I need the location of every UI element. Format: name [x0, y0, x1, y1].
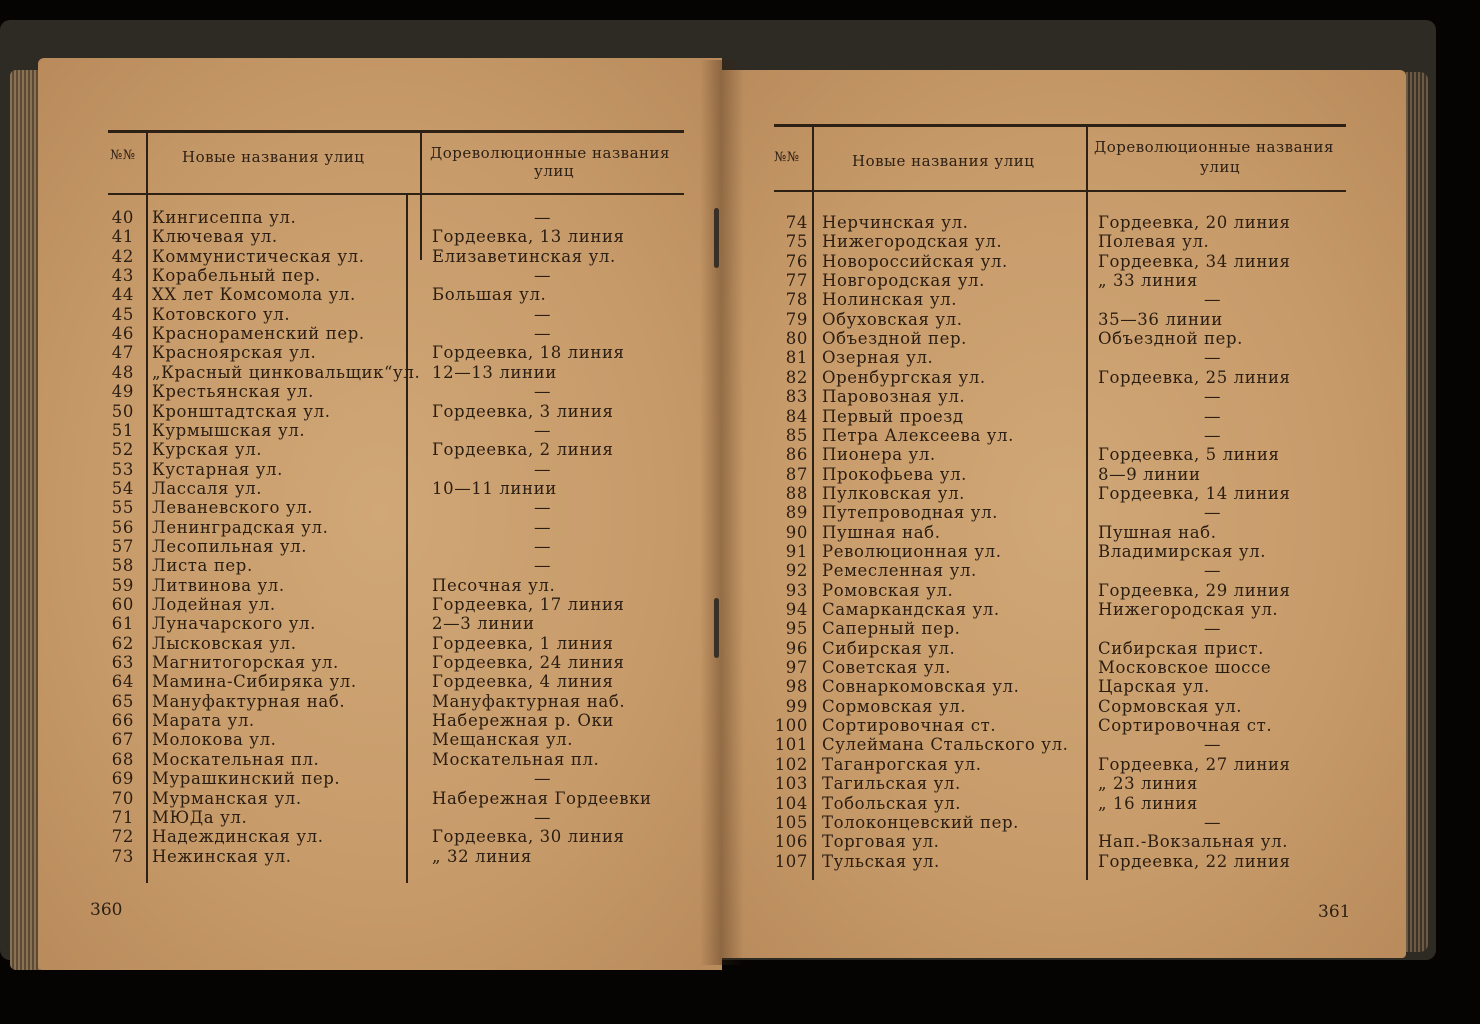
new-street-name: Красноярская ул.: [152, 343, 317, 363]
old-street-name: —: [534, 459, 552, 479]
row-number: 105: [774, 812, 808, 832]
new-street-name: Коммунистическая ул.: [152, 246, 365, 266]
row-number: 84: [785, 406, 808, 426]
new-street-name: Лассаля ул.: [152, 478, 263, 498]
new-street-name: Краснораменский пер.: [152, 324, 365, 344]
new-street-name: Кронштадтская ул.: [152, 401, 331, 421]
old-street-name: —: [534, 304, 552, 324]
row-number: 80: [785, 329, 808, 349]
old-street-name: —: [534, 807, 552, 827]
row-number: 69: [111, 769, 134, 789]
old-street-name: —: [534, 498, 552, 518]
new-street-name: Озерная ул.: [822, 348, 934, 368]
new-street-name: Первый проезд: [822, 406, 964, 426]
header-bottom-rule: [774, 190, 1346, 192]
header-divider: [812, 124, 814, 194]
old-street-name: Сормовская ул.: [1098, 696, 1243, 716]
new-street-name: Новороссийская ул.: [822, 251, 1008, 271]
row-number: 102: [774, 754, 808, 774]
new-street-name: Ромовская ул.: [822, 580, 954, 600]
new-street-name: Москательная пл.: [152, 749, 320, 769]
old-street-name: —: [1204, 735, 1222, 755]
row-number: 81: [785, 348, 808, 368]
old-street-name: Песочная ул.: [432, 575, 556, 595]
row-number: 47: [111, 343, 134, 363]
new-street-name: Революционная ул.: [822, 541, 1002, 561]
new-street-name: „Красный цинковальщик“ул.: [152, 362, 421, 382]
old-street-name: Царская ул.: [1098, 677, 1210, 697]
new-street-name: Объездной пер.: [822, 329, 968, 349]
old-street-name: —: [534, 208, 552, 227]
old-street-name: Елизаветинская ул.: [432, 246, 616, 266]
old-street-name: Гордеевка, 30 линия: [432, 827, 625, 847]
row-number: 43: [111, 266, 134, 286]
new-street-name: Котовского ул.: [152, 304, 291, 324]
new-street-name: Курмышская ул.: [152, 420, 306, 440]
row-number: 95: [785, 619, 808, 639]
old-street-name: „ 32 линия: [432, 846, 532, 866]
row-number: 60: [111, 595, 134, 614]
old-street-name: —: [534, 324, 552, 344]
row-number: 63: [111, 653, 134, 673]
new-street-name: Паровозная ул.: [822, 387, 966, 407]
old-street-name: Сибирская прист.: [1098, 638, 1264, 658]
row-number: 56: [111, 517, 134, 537]
row-number: 68: [111, 749, 134, 769]
old-street-name: Гордеевка, 24 линия: [432, 653, 625, 673]
new-street-name: Сортировочная ст.: [822, 716, 997, 736]
new-street-name: Петра Алексеева ул.: [822, 425, 1014, 445]
column-divider: [1086, 190, 1088, 880]
old-street-name: —: [1204, 619, 1222, 639]
old-street-name: „ 23 линия: [1098, 774, 1198, 794]
row-number: 103: [774, 774, 808, 794]
new-street-name: Мурашкинский пер.: [152, 769, 341, 789]
old-street-name: Мануфактурная наб.: [432, 691, 626, 711]
old-street-name: —: [1204, 812, 1222, 832]
row-number: 78: [785, 290, 808, 310]
new-street-name: Тагильская ул.: [822, 774, 961, 794]
old-street-name: Нижегородская ул.: [1098, 600, 1279, 619]
old-street-name: Гордеевка, 5 линия: [1098, 445, 1280, 465]
row-number: 96: [785, 638, 808, 658]
row-number: 106: [774, 832, 808, 852]
old-street-name: Гордеевка, 27 линия: [1098, 754, 1291, 774]
old-street-name: Московское шоссе: [1098, 658, 1272, 678]
row-number: 52: [111, 440, 134, 460]
old-street-name: —: [534, 556, 552, 576]
row-number: 89: [785, 503, 808, 523]
old-street-name: —: [534, 769, 552, 789]
row-number: 98: [785, 677, 808, 697]
row-number: 76: [785, 251, 808, 271]
new-street-name: Нерчинская ул.: [822, 213, 969, 232]
header-bottom-rule: [108, 193, 684, 195]
new-street-name: Саперный пер.: [822, 619, 961, 639]
staple: [714, 598, 719, 658]
header-old-names-2: улиц: [1200, 158, 1240, 176]
row-number: 58: [111, 556, 134, 576]
right-page: [722, 70, 1406, 958]
new-street-name: Листа пер.: [152, 556, 253, 576]
old-street-name: Гордеевка, 4 линия: [432, 672, 614, 692]
row-number: 72: [111, 827, 134, 847]
old-street-name: Гордеевка, 18 линия: [432, 343, 625, 363]
row-number: 41: [111, 227, 134, 247]
new-street-name: Нолинская ул.: [822, 290, 958, 310]
old-street-name: —: [534, 266, 552, 286]
new-street-name: Таганрогская ул.: [822, 754, 982, 774]
old-street-name: Пушная наб.: [1098, 522, 1217, 542]
old-street-name: Гордеевка, 1 линия: [432, 633, 614, 653]
row-number: 51: [111, 420, 134, 440]
old-street-name: —: [1204, 425, 1222, 445]
header-old-names: Дореволюционные названия: [1094, 138, 1334, 156]
row-number: 62: [111, 633, 134, 653]
book-gutter: [700, 60, 744, 965]
page-number: 361: [1318, 902, 1351, 922]
new-street-name: Мурманская ул.: [152, 788, 302, 808]
row-number: 66: [111, 711, 134, 731]
old-street-name: —: [1204, 290, 1222, 310]
old-street-name: 10—11 линии: [432, 478, 557, 498]
header-old-names: Дореволюционные названия: [430, 144, 670, 162]
new-street-name: Леваневского ул.: [152, 498, 314, 518]
row-number: 86: [785, 445, 808, 465]
row-number: 82: [785, 367, 808, 387]
column-divider: [812, 190, 814, 880]
old-street-name: 35—36 линии: [1098, 309, 1223, 329]
new-street-name: Самаркандская ул.: [822, 600, 1000, 619]
row-number: 45: [111, 304, 134, 324]
new-street-name: Торговая ул.: [822, 832, 940, 852]
row-number: 50: [111, 401, 134, 421]
new-street-name: Новгородская ул.: [822, 271, 985, 291]
old-street-name: —: [1204, 503, 1222, 523]
new-street-name: Ленинградская ул.: [152, 517, 329, 537]
new-street-name: Оренбургская ул.: [822, 367, 986, 387]
old-street-name: Гордеевка, 17 линия: [432, 595, 625, 614]
old-street-name: Гордеевка, 20 линия: [1098, 213, 1291, 232]
old-street-name: —: [534, 517, 552, 537]
page-number: 360: [90, 900, 123, 920]
row-number: 55: [111, 498, 134, 518]
header-top-rule: [774, 124, 1346, 127]
old-street-name: Владимирская ул.: [1098, 541, 1267, 561]
new-street-name: Обуховская ул.: [822, 309, 963, 329]
old-street-name: —: [534, 420, 552, 440]
row-number: 53: [111, 459, 134, 479]
old-street-name: Гордеевка, 3 линия: [432, 401, 614, 421]
row-number: 65: [111, 691, 134, 711]
row-number: 91: [785, 541, 808, 561]
new-street-name: Луначарского ул.: [152, 614, 316, 634]
row-number: 90: [785, 522, 808, 542]
new-street-name: Совнаркомовская ул.: [822, 677, 1020, 697]
row-number: 77: [785, 271, 808, 291]
new-street-name: Кингисеппа ул.: [152, 208, 297, 227]
old-street-name: Гордеевка, 14 линия: [1098, 483, 1291, 503]
new-street-name: Надеждинская ул.: [152, 827, 324, 847]
row-number: 46: [111, 324, 134, 344]
header-top-rule: [108, 130, 684, 133]
row-number: 93: [785, 580, 808, 600]
row-number: 73: [111, 846, 134, 866]
column-divider: [406, 193, 408, 883]
row-number: 42: [111, 246, 134, 266]
old-street-name: —: [1204, 387, 1222, 407]
row-number: 64: [111, 672, 134, 692]
new-street-name: Корабельный пер.: [152, 266, 321, 286]
header-divider: [420, 130, 422, 260]
old-street-name: Большая ул.: [432, 285, 547, 305]
old-street-name: 2—3 линии: [432, 614, 535, 634]
new-street-name: Сулеймана Стальского ул.: [822, 735, 1069, 755]
new-street-name: Сибирская ул.: [822, 638, 956, 658]
row-number: 101: [774, 735, 808, 755]
new-street-name: Толоконцевский пер.: [822, 812, 1020, 832]
old-street-name: 8—9 линии: [1098, 464, 1201, 484]
new-street-name: Прокофьева ул.: [822, 464, 968, 484]
header-num: №№: [774, 150, 800, 165]
header-num: №№: [110, 148, 136, 163]
row-number: 79: [785, 309, 808, 329]
old-street-name: „ 16 линия: [1098, 793, 1198, 813]
old-street-name: 12—13 линии: [432, 362, 557, 382]
old-street-name: Москательная пл.: [432, 749, 600, 769]
row-number: 104: [774, 793, 808, 813]
row-number: 99: [785, 696, 808, 716]
new-street-name: Ключевая ул.: [152, 227, 278, 247]
new-street-name: Пушная наб.: [822, 522, 941, 542]
row-number: 48: [111, 362, 134, 382]
old-street-name: Гордеевка, 2 линия: [432, 440, 614, 460]
row-number: 75: [785, 232, 808, 252]
row-number: 107: [774, 851, 808, 871]
new-street-name: Тобольская ул.: [822, 793, 962, 813]
old-street-name: —: [1204, 406, 1222, 426]
old-street-name: Набережная Гордеевки: [432, 788, 652, 808]
new-street-name: Молокова ул.: [152, 730, 277, 750]
old-street-name: Гордеевка, 25 линия: [1098, 367, 1291, 387]
row-number: 49: [111, 382, 134, 402]
header-new-names: Новые названия улиц: [182, 148, 365, 166]
old-street-name: „ 33 линия: [1098, 271, 1198, 291]
new-street-name: Марата ул.: [152, 711, 255, 731]
row-number: 88: [785, 483, 808, 503]
row-number: 83: [785, 387, 808, 407]
column-divider: [146, 193, 148, 883]
old-street-name: —: [1204, 348, 1222, 368]
row-number: 70: [111, 788, 134, 808]
new-street-name: Мамина-Сибиряка ул.: [152, 672, 357, 692]
new-street-name: Сормовская ул.: [822, 696, 967, 716]
new-street-name: Ремесленная ул.: [822, 561, 977, 581]
row-number: 59: [111, 575, 134, 595]
new-street-name: Лодейная ул.: [152, 595, 276, 614]
old-street-name: Набережная р. Оки: [432, 711, 615, 731]
new-street-name: Литвинова ул.: [152, 575, 285, 595]
new-street-name: Тульская ул.: [822, 851, 940, 871]
new-street-name: Лесопильная ул.: [152, 536, 308, 556]
row-number: 94: [785, 600, 808, 619]
old-street-name: Гордеевка, 29 линия: [1098, 580, 1291, 600]
header-new-names: Новые названия улиц: [852, 152, 1035, 170]
new-street-name: Нижегородская ул.: [822, 232, 1003, 252]
new-street-name: Мануфактурная наб.: [152, 691, 346, 711]
new-street-name: Пулковская ул.: [822, 483, 965, 503]
row-number: 85: [785, 425, 808, 445]
new-street-name: Крестьянская ул.: [152, 382, 314, 402]
old-street-name: Гордеевка, 34 линия: [1098, 251, 1291, 271]
row-number: 61: [111, 614, 134, 634]
row-number: 100: [774, 716, 808, 736]
row-number: 40: [111, 208, 134, 227]
row-number: 74: [785, 213, 808, 232]
new-street-name: МЮДа ул.: [152, 807, 248, 827]
row-number: 87: [785, 464, 808, 484]
new-street-name: Советская ул.: [822, 658, 952, 678]
new-street-name: Кустарная ул.: [152, 459, 283, 479]
new-street-name: Пионера ул.: [822, 445, 936, 465]
row-number: 67: [111, 730, 134, 750]
header-divider: [1086, 124, 1088, 194]
row-number: 44: [111, 285, 134, 305]
old-street-name: —: [1204, 561, 1222, 581]
new-street-name: Курская ул.: [152, 440, 263, 460]
old-street-name: —: [534, 382, 552, 402]
new-street-name: Нежинская ул.: [152, 846, 292, 866]
old-street-name: Нап.-Вокзальная ул.: [1098, 832, 1289, 852]
old-street-name: —: [534, 536, 552, 556]
row-number: 57: [111, 536, 134, 556]
old-street-name: Гордеевка, 13 линия: [432, 227, 625, 247]
left-page: [38, 58, 722, 970]
new-street-name: XX лет Комсомола ул.: [152, 285, 356, 305]
row-number: 97: [785, 658, 808, 678]
new-street-name: Путепроводная ул.: [822, 503, 998, 523]
old-street-name: Полевая ул.: [1098, 232, 1210, 252]
old-street-name: Объездной пер.: [1098, 329, 1244, 349]
row-number: 71: [111, 807, 134, 827]
staple: [714, 208, 719, 268]
new-street-name: Магнитогорская ул.: [152, 653, 339, 673]
old-street-name: Гордеевка, 22 линия: [1098, 851, 1291, 871]
row-number: 92: [785, 561, 808, 581]
old-street-name: Мещанская ул.: [432, 730, 574, 750]
header-old-names-2: улиц: [534, 162, 574, 180]
row-number: 54: [111, 478, 134, 498]
new-street-name: Лысковская ул.: [152, 633, 297, 653]
old-street-name: Сортировочная ст.: [1098, 716, 1273, 736]
